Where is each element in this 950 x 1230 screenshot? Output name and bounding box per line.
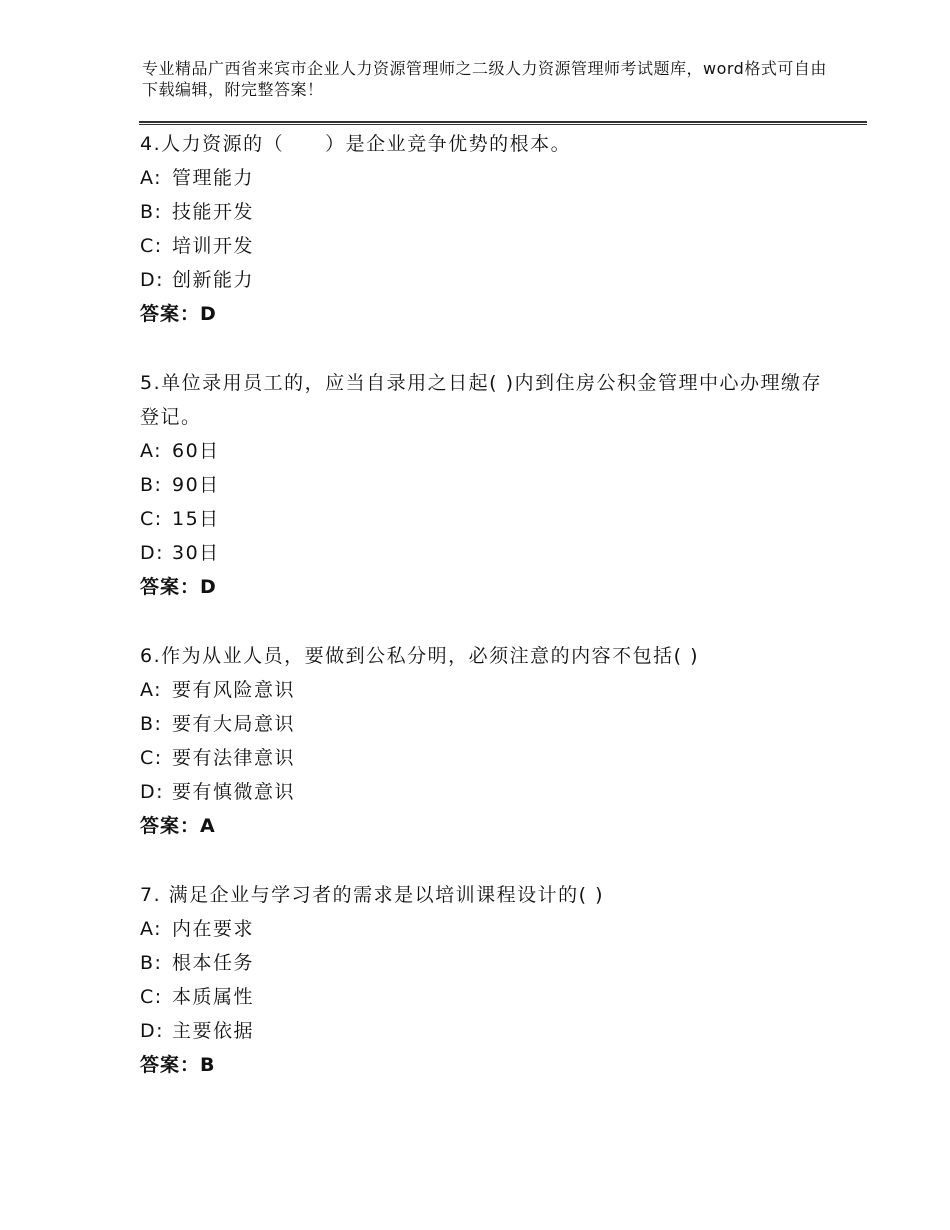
question-stem: 4.人力资源的（ ）是企业竞争优势的根本。 (140, 133, 572, 155)
option-text: 90日 (172, 474, 220, 496)
option-letter: C: (140, 747, 163, 769)
answer-line: 答案：B (140, 1054, 216, 1076)
option-letter: B: (140, 713, 163, 735)
option-a (140, 161, 830, 195)
option-text: 主要依据 (172, 1020, 255, 1042)
option-letter: C: (140, 508, 163, 530)
option-b (140, 195, 830, 229)
option-text: 要有法律意识 (172, 747, 296, 769)
option-text: 本质属性 (172, 986, 255, 1008)
option-d (140, 1014, 830, 1048)
option-text: 15日 (172, 508, 220, 530)
option-c (140, 980, 830, 1014)
option-b (140, 468, 830, 502)
option-text: 技能开发 (172, 201, 255, 223)
option-c (140, 502, 830, 536)
option-letter: D: (140, 542, 165, 564)
option-text: 要有慎微意识 (172, 781, 296, 803)
question-stem: 6.作为从业人员，要做到公私分明，必须注意的内容不包括( ) (140, 645, 699, 667)
question-7 (140, 878, 830, 1082)
answer-line: 答案：A (140, 815, 216, 837)
option-a (140, 912, 830, 946)
option-letter: A: (140, 918, 163, 940)
document-header: 专业精品广西省来宾市企业人力资源管理师之二级人力资源管理师考试题库，word格式可自由下载编辑，附完整答案！ (142, 59, 827, 99)
option-letter: A: (140, 440, 163, 462)
option-a (140, 673, 830, 707)
option-letter: A: (140, 167, 163, 189)
option-text: 根本任务 (172, 952, 255, 974)
option-text: 管理能力 (172, 167, 255, 189)
option-letter: B: (140, 952, 163, 974)
option-c (140, 741, 830, 775)
option-text: 创新能力 (172, 269, 255, 291)
option-b (140, 707, 830, 741)
option-c (140, 229, 830, 263)
option-letter: C: (140, 986, 163, 1008)
option-letter: A: (140, 679, 163, 701)
option-b (140, 946, 830, 980)
option-letter: D: (140, 1020, 165, 1042)
answer-line: 答案：D (140, 576, 217, 598)
option-letter: C: (140, 235, 163, 257)
question-stem: 5.单位录用员工的，应当自录用之日起( )内到住房公积金管理中心办理缴存登记。 (140, 372, 822, 428)
header-divider (139, 121, 867, 125)
option-d (140, 263, 830, 297)
option-letter: B: (140, 474, 163, 496)
option-letter: D: (140, 269, 165, 291)
question-6 (140, 639, 830, 843)
option-text: 内在要求 (172, 918, 255, 940)
option-d (140, 536, 830, 570)
option-a (140, 434, 830, 468)
option-text: 要有大局意识 (172, 713, 296, 735)
option-text: 60日 (172, 440, 220, 462)
option-text: 30日 (172, 542, 220, 564)
option-letter: B: (140, 201, 163, 223)
option-text: 培训开发 (172, 235, 255, 257)
question-stem: 7. 满足企业与学习者的需求是以培训课程设计的( ) (140, 884, 605, 906)
answer-line: 答案：D (140, 303, 217, 325)
option-letter: D: (140, 781, 165, 803)
question-4 (140, 127, 830, 331)
option-text: 要有风险意识 (172, 679, 296, 701)
option-d (140, 775, 830, 809)
question-5 (140, 366, 830, 604)
